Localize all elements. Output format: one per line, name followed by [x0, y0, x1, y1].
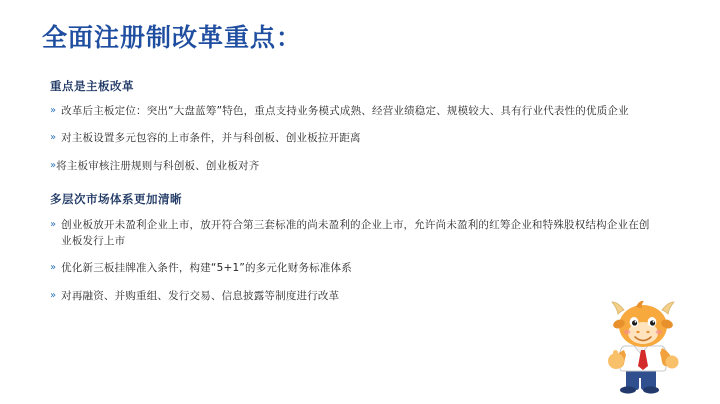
- chevron-double-right-icon: »: [50, 289, 57, 301]
- list-item: [50, 260, 658, 276]
- slide-content: [50, 78, 658, 315]
- list-item: [50, 130, 658, 146]
- chevron-double-right-icon: »: [50, 262, 57, 274]
- list-item-label: 对再融资、并购重组、发行交易、信息披露等制度进行改革: [61, 289, 340, 302]
- chevron-double-right-icon: »: [50, 218, 57, 230]
- chevron-double-right-icon: »: [50, 159, 57, 171]
- chevron-double-right-icon: »: [50, 105, 57, 116]
- list-item: [50, 217, 658, 250]
- list-item: [50, 158, 658, 174]
- list-item-label: 将主板审核注册规则与科创板、创业板对齐: [56, 159, 260, 172]
- list-item-label: 改革后主板定位：突出“大盘蓝筹”特色，重点支持业务模式成熟、经营业绩稳定、规模较大、具有行业代表性的优质企业: [61, 105, 629, 117]
- list-item-label: 对主板设置多元包容的上市条件，并与科创板、创业板拉开距离: [61, 132, 361, 145]
- page-title: 全面注册制改革重点：: [42, 23, 303, 52]
- list-item-label: 创业板放开未盈利企业上市，放开符合第三套标准的尚未盈利的企业上市，允许尚未盈利的红筹企业和特殊股权结构企业在创业板发行上市: [61, 218, 650, 248]
- list-item-label: 优化新三板挂牌准入条件，构建“5+1”的多元化财务标准体系: [61, 262, 352, 275]
- list-item: [50, 288, 658, 304]
- chevron-double-right-icon: »: [50, 132, 57, 144]
- cartoon-bull-mascot-icon: [588, 288, 698, 398]
- list-item: [50, 103, 658, 119]
- section-heading-2: 多层次市场体系更加清晰: [50, 191, 182, 206]
- section-heading-1: 重点是主板改革: [50, 79, 134, 93]
